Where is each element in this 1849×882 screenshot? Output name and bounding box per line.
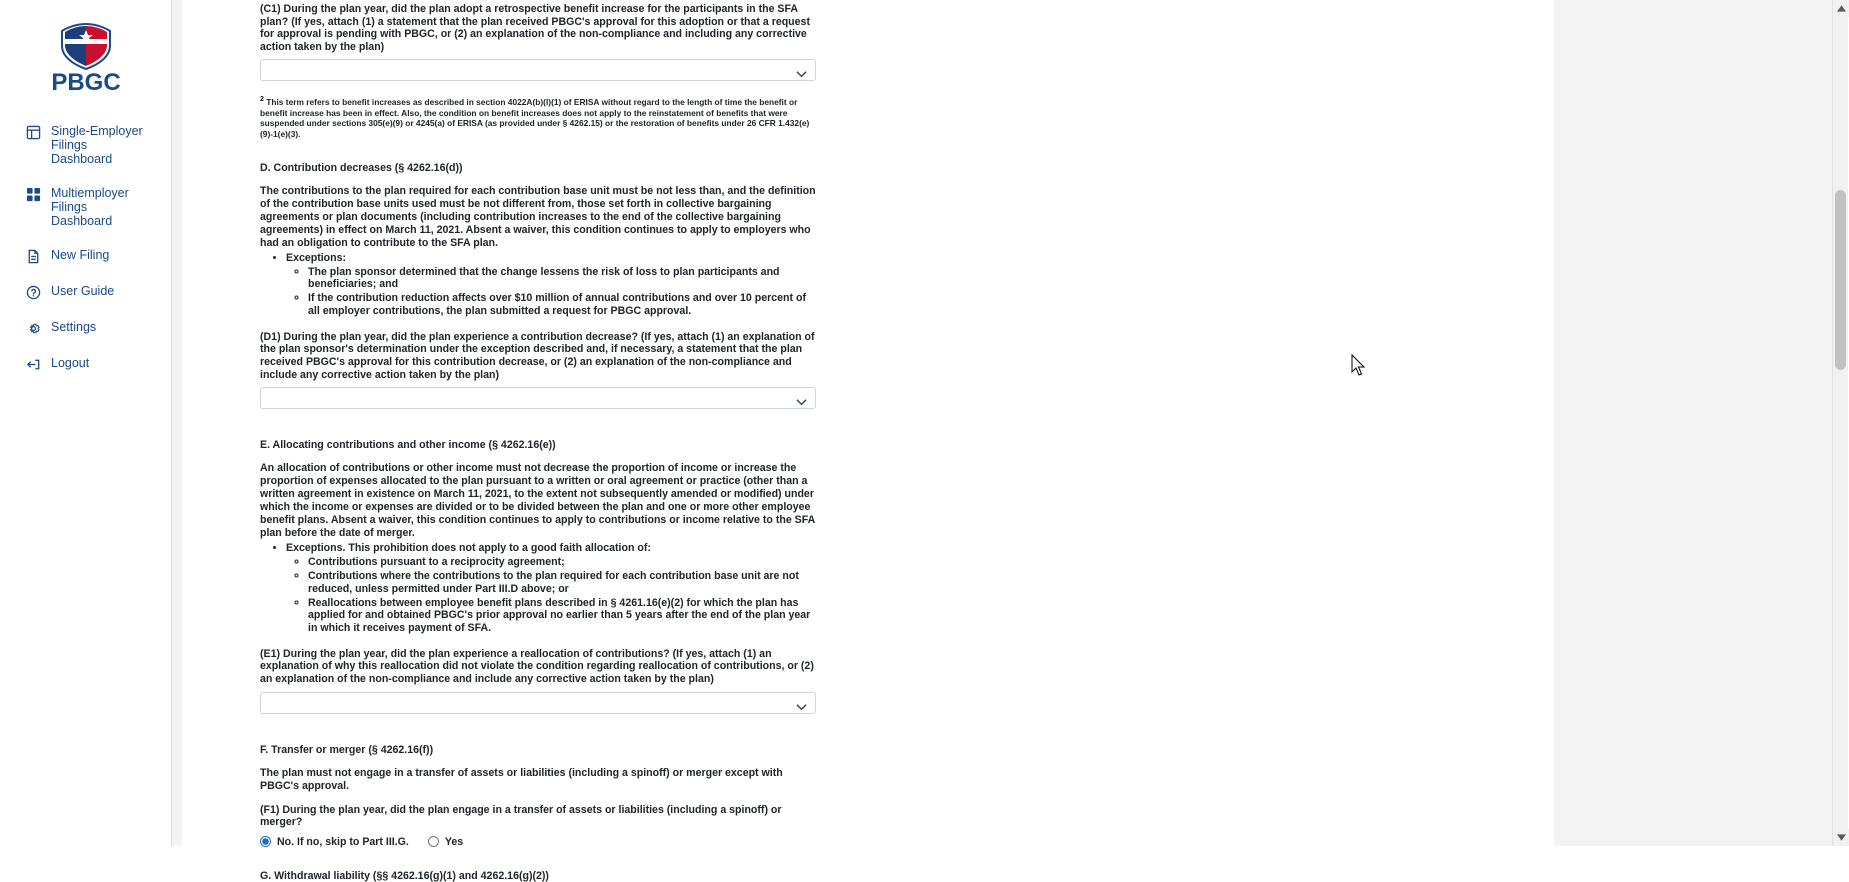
list-item: ◦ If the contribution reduction affects over $10 million of annual contributions and over 10 percent of all employer contributions, the plan submitted a request for PBGC approval. bbox=[308, 292, 820, 318]
list-item: ◦ Reallocations between employee benefit plans described in § 4261.16(e)(2) for which the plan has applied for and obtained PBGC's prior approval no earlier than 5 years after the end of the plan year in which it receives payment of SFA. bbox=[308, 597, 820, 635]
question-c1-dropdown-wrap bbox=[260, 59, 816, 81]
sidebar-item-user-guide[interactable] bbox=[26, 284, 171, 300]
question-f1-label-no[interactable]: No. If no, skip to Part III.G. bbox=[277, 835, 409, 848]
sidebar-nav bbox=[0, 124, 171, 372]
question-e1-dropdown[interactable] bbox=[260, 692, 816, 714]
question-f1-radio-group bbox=[260, 836, 820, 848]
list-item bbox=[286, 542, 820, 635]
sidebar-item-label: Multiemployer Filings Dashboard bbox=[51, 186, 129, 228]
section-d-heading: D. Contribution decreases (§ 4262.16(d)) bbox=[260, 161, 463, 174]
vertical-scrollbar[interactable] bbox=[1832, 0, 1848, 846]
list-item: ◦ The plan sponsor determined that the change lessens the risk of loss to plan participants and beneficiaries; and bbox=[308, 266, 820, 292]
filing-form-page bbox=[182, 0, 1554, 882]
question-f1-label-yes[interactable]: Yes bbox=[444, 835, 464, 848]
section-f-body: The plan must not engage in a transfer of assets or liabilities (including a spinoff) or merger except with PBGC's approval. bbox=[260, 766, 783, 792]
sidebar-item-label: Settings bbox=[51, 320, 97, 334]
section-f-heading: F. Transfer or merger (§ 4262.16(f)) bbox=[260, 743, 434, 756]
sidebar-item-multiemployer-filings-dashboard[interactable] bbox=[26, 186, 171, 228]
question-d1-dropdown[interactable] bbox=[260, 387, 816, 409]
section-e-body: An allocation of contributions or other income must not decrease the proportion of income or increase the proportion of expenses allocated to the plan pursuant to a written or oral agreement or practice (other than a written agreement in existence on March 11, 2021, to the extent not subsequently amended or modified) under which the income or expenses are divided or to be divided between the plan and one or more other employee benefit plans. Absent a waiver, this condition continues to apply to contributions or income relative to the SFA plan before the date of merger. bbox=[260, 462, 815, 540]
question-d1-label: (D1) During the plan year, did the plan experience a contribution decrease? (If yes, attach (1) an explanation of the plan sponsor's determination under the exception described and, if necessary, a statement that the plan received PBGC's approval for this contribution decrease, or (2) an explanation of the non-compliance and include any corrective action taken by the plan) bbox=[260, 330, 815, 381]
section-e-exceptions-sublist bbox=[286, 556, 820, 635]
sidebar-item-new-filing[interactable] bbox=[26, 248, 171, 264]
pbgc-logo bbox=[0, 14, 171, 124]
sidebar-item-label: User Guide bbox=[51, 284, 115, 298]
content-area bbox=[172, 0, 1848, 882]
form-body bbox=[260, 0, 820, 882]
scroll-down-arrow-icon[interactable] bbox=[1833, 829, 1849, 846]
file-icon bbox=[26, 249, 41, 264]
question-e1-label: (E1) During the plan year, did the plan experience a reallocation of contributions? (If yes, attach (1) an explanation of why this reallocation did not violate the condition regarding reallocation of contributions, or (2) an explanation of the non-compliance and include any corrective action taken by the plan) bbox=[260, 647, 814, 686]
section-e-exceptions-list bbox=[260, 542, 820, 635]
sidebar-item-label: Logout bbox=[51, 356, 90, 370]
sidebar-item-label: New Filing bbox=[51, 248, 110, 262]
pbgc-logo-icon bbox=[32, 22, 140, 96]
list-item bbox=[286, 252, 820, 318]
sidebar-item-logout[interactable] bbox=[26, 356, 171, 372]
sidebar bbox=[0, 0, 172, 846]
section-e-heading: E. Allocating contributions and other income (§ 4262.16(e)) bbox=[260, 439, 556, 452]
svg-text:PBGC: PBGC bbox=[50, 69, 121, 96]
section-e-exceptions-label: Exceptions. This prohibition does not apply to a good faith allocation of: bbox=[286, 542, 651, 555]
gear-icon bbox=[26, 321, 41, 336]
section-d-exceptions-label: Exceptions: bbox=[286, 251, 347, 264]
sidebar-item-label: Single-Employer Filings Dashboard bbox=[51, 124, 143, 166]
help-icon bbox=[26, 285, 41, 300]
logout-icon bbox=[26, 357, 41, 372]
footnote-text: This term refers to benefit increases as described in section 4022A(b)(l)(1) of ERISA without regard to the length of time the benefit or benefit increase has been in effect. Also, the condition on benefit increases does not apply to the reinstatement of benefits that were suspended under sections 305(e)(9) or 4245(a) of ERISA (as provided under § 4262.15) or the restoration of benefits under 26 CFR 1.432(e)(9)-1(e)(3). bbox=[260, 97, 810, 139]
question-f1-radio-yes[interactable] bbox=[428, 836, 439, 847]
question-c1-dropdown[interactable] bbox=[260, 59, 816, 81]
question-f1-label: (F1) During the plan year, did the plan engage in a transfer of assets or liabilities (including a spinoff) or merger? bbox=[260, 803, 782, 829]
question-f1-radio-no[interactable] bbox=[260, 836, 271, 847]
section-d-exceptions-list bbox=[260, 252, 820, 318]
list-item: ◦ Contributions where the contributions to the plan required for each contribution base unit are not reduced, unless permitted under Part III.D above; or bbox=[308, 570, 820, 596]
sidebar-item-single-employer-filings-dashboard[interactable] bbox=[26, 124, 171, 166]
question-d1-dropdown-wrap bbox=[260, 387, 816, 409]
scrollbar-thumb[interactable] bbox=[1835, 190, 1846, 370]
list-item: ◦ Contributions pursuant to a reciprocity agreement; bbox=[308, 556, 820, 569]
section-g-heading: G. Withdrawal liability (§§ 4262.16(g)(1) and 4262.16(g)(2)) bbox=[260, 869, 549, 882]
section-d-body: The contributions to the plan required for each contribution base unit must be not less than, and the definition of the contribution base units used must be not different from, those set forth in collective bargaining agreements or plan documents (including contribution increases to the end of the collective bargaining agreements) in effect on March 11, 2021. Absent a waiver, this condition continues to apply to employers who had an obligation to contribute to the SFA plan. bbox=[260, 184, 816, 249]
section-d-exceptions-sublist bbox=[286, 266, 820, 318]
dashboard-icon bbox=[26, 125, 41, 140]
scroll-up-arrow-icon[interactable] bbox=[1833, 0, 1849, 17]
sidebar-item-settings[interactable] bbox=[26, 320, 171, 336]
question-c1-label: (C1) During the plan year, did the plan adopt a retrospective benefit increase for the participants in the SFA plan? (If yes, attach (1) a statement that the plan received PBGC's approval for this adoption or that a request for approval is pending with PBGC, or (2) an explanation of the non-compliance and including any corrective action taken by the plan) bbox=[260, 3, 810, 53]
grid-icon bbox=[26, 187, 41, 202]
footnote-2 bbox=[260, 95, 820, 139]
footnote-marker: 2 bbox=[260, 96, 264, 104]
question-e1-dropdown-wrap bbox=[260, 692, 816, 714]
